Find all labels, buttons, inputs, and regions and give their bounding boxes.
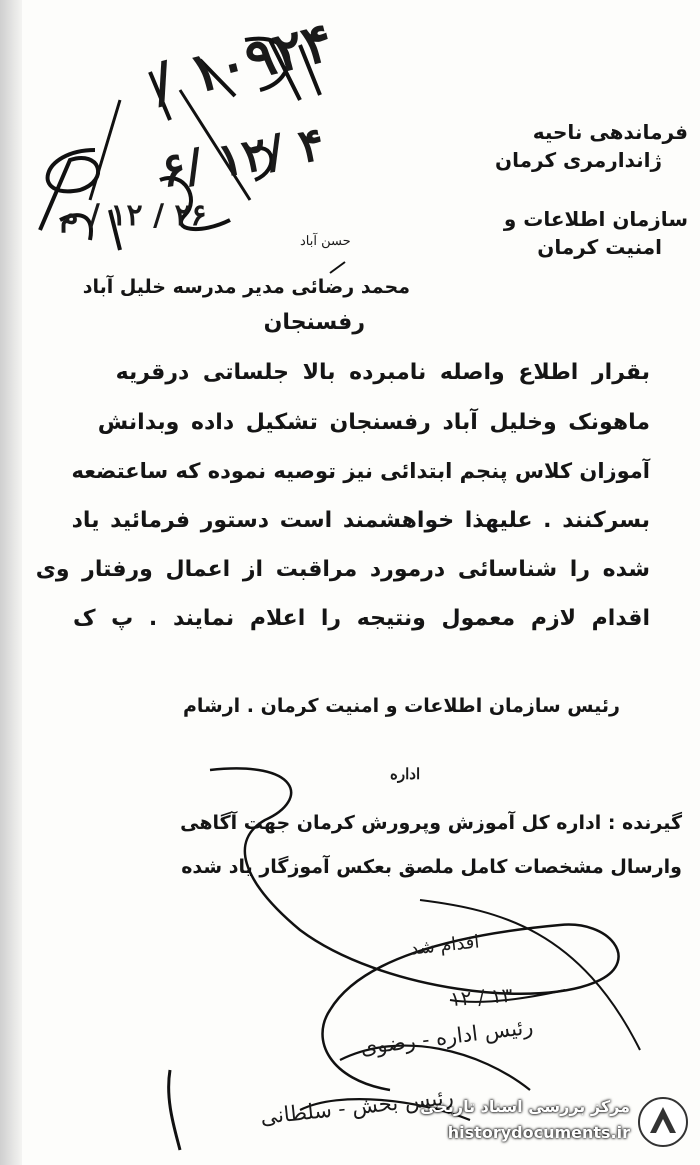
handwritten-note: رئیس بخش - سلطانی [259,1084,455,1130]
recipient-line-1: سازمان اطلاعات و [503,207,688,231]
handwritten-note: اقدام شد [409,931,481,960]
cc-line-1: گیرنده : اداره کل آموزش وپرورش کرمان جهت آگاهی [180,812,682,834]
subject-line-1: محمد رضائی مدیر مدرسه خلیل آباد [82,276,410,298]
body-line: بقرار اطلاع واصله نامبرده بالا جلساتی درقریه [115,360,650,385]
body-line: بسرکنند . علیهذا خواهشمند است دستور فرمائید یاد [71,508,650,533]
handwritten-marginal-note: حسن آباد [300,234,351,249]
body-line: آموزان کلاس پنجم ابتدائی نیز توصیه نموده که ساعتضعه [71,459,650,483]
archive-logo-icon [636,1095,690,1149]
handwritten-note: ۱۳ / ۱۲ [449,982,514,1012]
subject-line-2: رفسنجان [263,310,365,335]
signature-line: رئیس سازمان اطلاعات و امنیت کرمان . ارشام [182,695,620,717]
body-line: شده را شناسائی درمورد مراقبت از اعمال ورفتار وی [35,557,650,582]
cc-line-2: وارسال مشخصات کامل ملصق بعکس آموزگار یاد شده [181,856,682,878]
handwritten-note: رئیس اداره - رضوی [359,1014,535,1060]
handwritten-document-number: ۱۰۹۲۴ / [144,8,339,116]
cc-annotation: اداره [390,765,421,783]
archive-watermark [400,1093,690,1155]
scan-edge-shadow [0,0,22,1165]
watermark-title: مرکز بررسی اسناد تاریخی [420,1097,630,1116]
handwritten-date: ۴ /۱۲ /۶ [156,116,328,198]
body-line: اقدام لازم معمول ونتیجه را اعلام نمایند . پ ک [72,606,650,631]
sender-line-2: ژاندارمری کرمان [495,148,662,172]
recipient-line-2: امنیت کرمان [537,235,662,259]
watermark-url: historydocuments.ir [447,1123,630,1142]
sender-line-1: فرماندهی ناحیه [532,120,688,144]
handwritten-date-suffix: ۲۶ / ۱۲ / م [60,198,207,233]
body-line: ماهونک وخلیل آباد رفسنجان تشکیل داده وبدانش [97,410,650,435]
